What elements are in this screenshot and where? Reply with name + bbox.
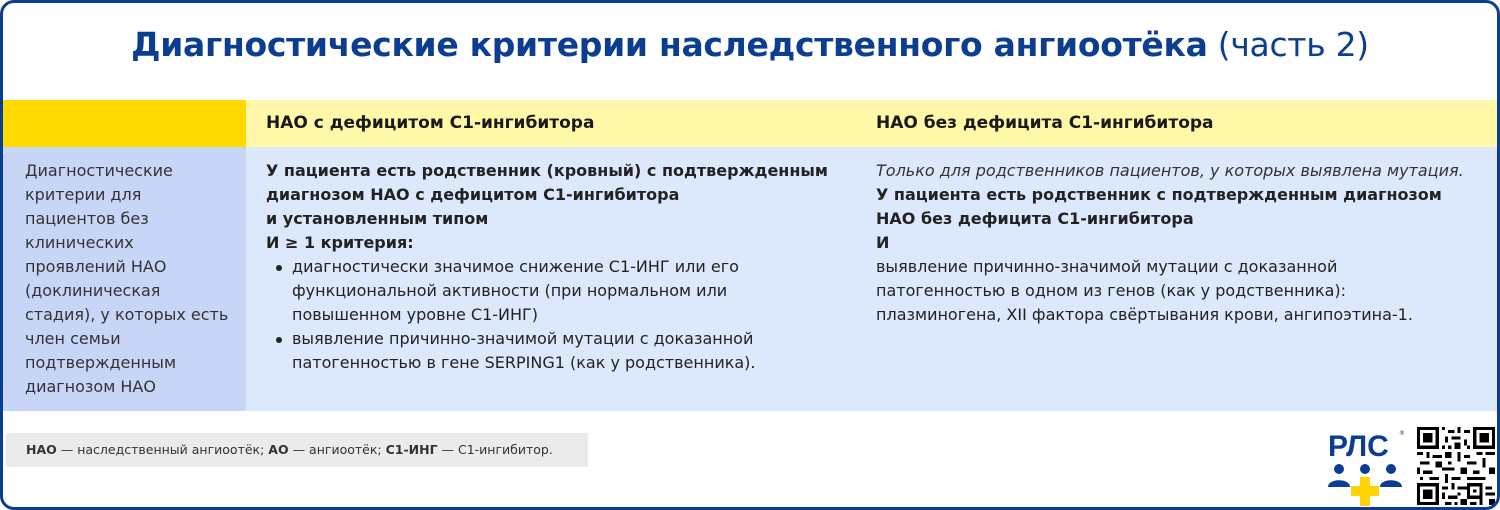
criteria-line: выявление причинно-значимой мутации с доказанной [876, 257, 1338, 276]
logo-cross-icon [1351, 477, 1379, 506]
row-header-preclinical [25, 159, 237, 399]
header-corner-cell [3, 100, 246, 147]
criteria-bold-line: и установленным типом [266, 209, 489, 228]
header-hao-with-deficit: НАО с дефицитом С1-ингибитора [266, 113, 595, 133]
criteria-bold-line: У пациента есть родственник (кровный) с подтвержденным [266, 161, 828, 180]
title-main: Диагностические критерии наследственного ангиоотёка [131, 25, 1208, 64]
criteria-bold-line: диагнозом НАО с дефицитом С1-ингибитора [266, 185, 680, 204]
row-header-line: пациентов без [25, 209, 149, 228]
list-item-line: патогенностью в гене SERPING1 (как у родственника). [292, 353, 756, 372]
page-title [3, 25, 1497, 64]
criteria-bold-line: И [876, 233, 890, 252]
row-header-line: (доклиническая [25, 281, 161, 300]
list-item-line: диагностически значимое снижение С1-ИНГ или его [292, 257, 739, 276]
abbreviations-footnote [6, 433, 588, 467]
criteria-line: плазминогена, XII фактора свёртывания крови, ангипоэтина-1. [876, 305, 1413, 324]
criteria-list [266, 255, 856, 375]
criteria-bold-line: У пациента есть родственник с подтвержденным диагнозом [876, 185, 1442, 204]
criteria-line: патогенностью в одном из генов (как у родственника): [876, 281, 1347, 300]
row-header-line: подтвержденным [25, 353, 177, 372]
list-item-line: повышенном уровне С1-ИНГ) [292, 305, 539, 324]
header-hao-without-deficit: НАО без дефицита С1-ингибитора [876, 113, 1214, 133]
row-header-line: критерии для [25, 185, 142, 204]
abbr-term: НАО [26, 442, 57, 457]
row-header-line: клинических [25, 233, 134, 252]
list-item-line: выявление причинно-значимой мутации с доказанной [292, 329, 754, 348]
row-header-line: Диагностические [25, 161, 173, 180]
rls-logo [1325, 427, 1405, 507]
abbr-term: АО [268, 442, 289, 457]
abbr-definition: — С1-ингибитор. [437, 442, 553, 457]
relatives-note: Только для родственников пациентов, у которых выявлена мутация. [876, 161, 1464, 180]
qr-code-icon [1416, 427, 1496, 505]
criteria-bold-line: НАО без дефицита С1-ингибитора [876, 209, 1194, 228]
row-header-line: диагнозом НАО [25, 377, 156, 396]
abbr-definition: — наследственный ангиоотёк; [56, 442, 269, 457]
cell-hao-without-deficit [876, 159, 1486, 327]
criteria-bold-line: И ≥ 1 критерия: [266, 233, 414, 252]
abbr-definition: — ангиоотёк; [288, 442, 386, 457]
abbr-term: С1-ИНГ [385, 442, 438, 457]
row-header-line: проявлений НАО [25, 257, 167, 276]
logo-reg-mark: ® [1399, 430, 1405, 437]
list-item-line: функциональной активности (при нормальном или [292, 281, 728, 300]
criteria-list-item [292, 327, 856, 375]
cell-hao-with-deficit [266, 159, 856, 375]
logo-text: РЛС [1328, 430, 1389, 463]
criteria-list-item [292, 255, 856, 327]
row-header-line: стадия), у которых есть [25, 305, 229, 324]
title-suffix: (часть 2) [1217, 25, 1369, 64]
row-header-line: член семьи [25, 329, 121, 348]
